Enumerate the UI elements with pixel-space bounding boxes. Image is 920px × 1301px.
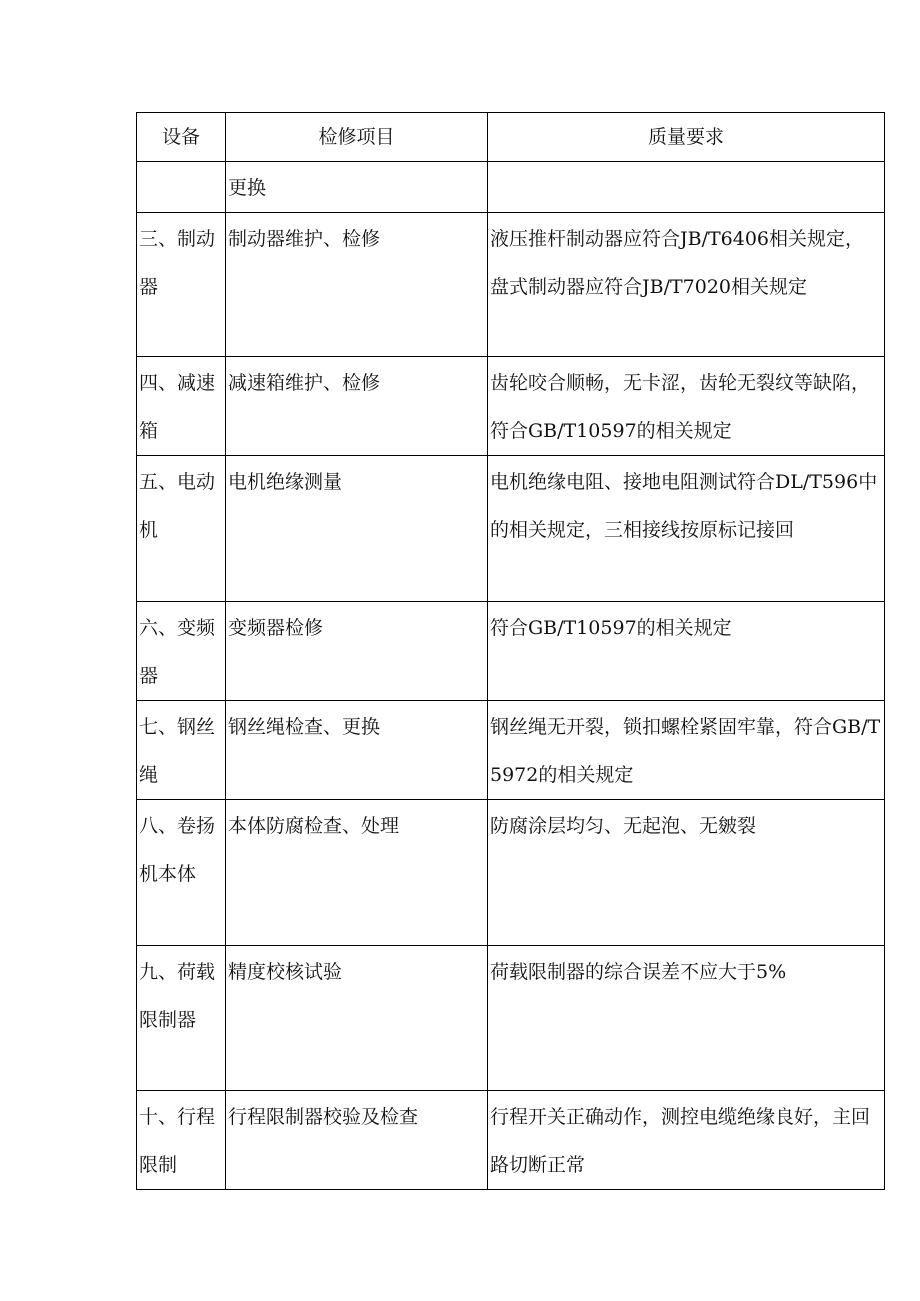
header-equipment: 设备 (137, 113, 226, 162)
cell-equipment: 八、卷扬机本体 (137, 800, 226, 946)
table-row (137, 213, 885, 357)
table-row (137, 357, 885, 456)
maintenance-table (136, 112, 885, 1190)
cell-item: 行程限制器校验及检查 (226, 1091, 488, 1190)
cell-quality: 符合GB/T10597的相关规定 (488, 602, 885, 701)
cell-item: 本体防腐检查、处理 (226, 800, 488, 946)
cell-quality (488, 162, 885, 213)
table-row (137, 946, 885, 1091)
cell-quality: 行程开关正确动作，测控电缆绝缘良好，主回路切断正常 (488, 1091, 885, 1190)
cell-quality: 齿轮咬合顺畅，无卡涩，齿轮无裂纹等缺陷，符合GB/T10597的相关规定 (488, 357, 885, 456)
cell-item: 钢丝绳检查、更换 (226, 701, 488, 800)
table-row (137, 456, 885, 602)
cell-item: 精度校核试验 (226, 946, 488, 1091)
header-item: 检修项目 (226, 113, 488, 162)
header-quality: 质量要求 (488, 113, 885, 162)
cell-quality: 荷载限制器的综合误差不应大于5% (488, 946, 885, 1091)
table-row (137, 602, 885, 701)
table-row (137, 1091, 885, 1190)
table-row (137, 701, 885, 800)
cell-equipment: 九、荷载限制器 (137, 946, 226, 1091)
cell-equipment: 五、电动机 (137, 456, 226, 602)
cell-item: 制动器维护、检修 (226, 213, 488, 357)
cell-quality: 电机绝缘电阻、接地电阻测试符合DL/T596中的相关规定，三相接线按原标记接回 (488, 456, 885, 602)
cell-equipment: 六、变频器 (137, 602, 226, 701)
cell-item: 减速箱维护、检修 (226, 357, 488, 456)
table-row (137, 162, 885, 213)
cell-equipment: 四、减速箱 (137, 357, 226, 456)
cell-equipment: 七、钢丝绳 (137, 701, 226, 800)
cell-item: 电机绝缘测量 (226, 456, 488, 602)
cell-equipment (137, 162, 226, 213)
header-row (137, 113, 885, 162)
cell-quality: 液压推杆制动器应符合JB/T6406相关规定，盘式制动器应符合JB/T7020相关规定 (488, 213, 885, 357)
cell-quality: 钢丝绳无开裂，锁扣螺栓紧固牢靠，符合GB/T5972的相关规定 (488, 701, 885, 800)
cell-quality: 防腐涂层均匀、无起泡、无皴裂 (488, 800, 885, 946)
cell-equipment: 十、行程限制 (137, 1091, 226, 1190)
cell-item: 变频器检修 (226, 602, 488, 701)
cell-equipment: 三、制动器 (137, 213, 226, 357)
cell-item: 更换 (226, 162, 488, 213)
table-row (137, 800, 885, 946)
